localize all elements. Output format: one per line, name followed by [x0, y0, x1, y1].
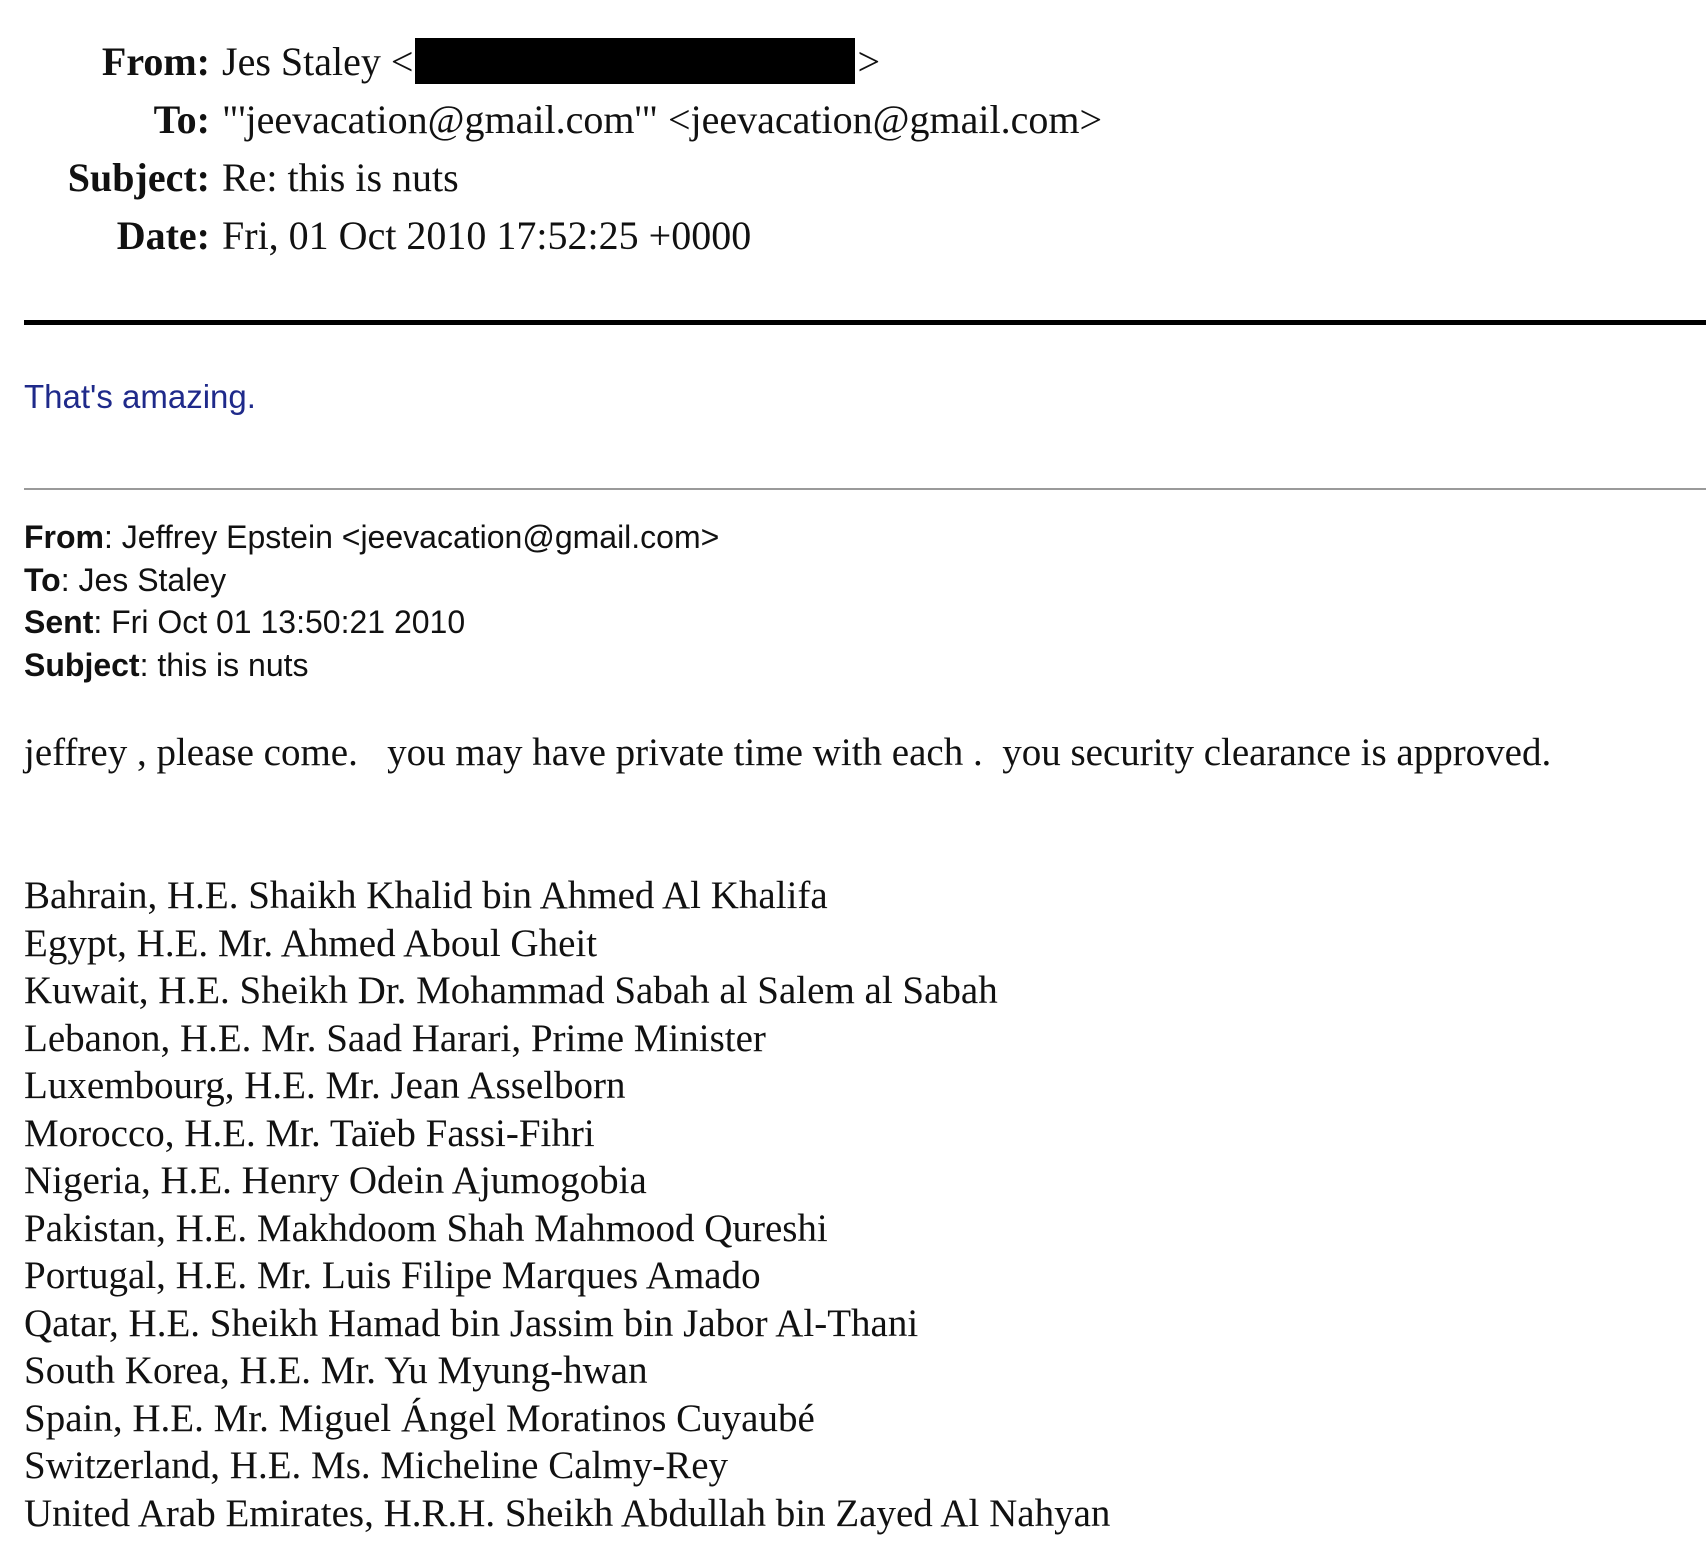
header-divider [24, 320, 1706, 325]
list-item: Luxembourg, H.E. Mr. Jean Asselborn [24, 1064, 626, 1107]
header-to-row [0, 90, 1706, 148]
list-item: Switzerland, H.E. Ms. Micheline Calmy-Rey [24, 1444, 729, 1487]
header-to-value: "'jeevacation@gmail.com'" <jeevacation@gmail.com> [222, 96, 1102, 142]
list-item: Qatar, H.E. Sheikh Hamad bin Jassim bin Jabor Al-Thani [24, 1301, 919, 1345]
list-item: Portugal, H.E. Mr. Luis Filipe Marques Amado [24, 1254, 761, 1297]
header-from-value [222, 38, 880, 85]
header-subject-label: Subject: [67, 154, 210, 200]
original-sent-value: : Fri Oct 01 13:50:21 2010 [93, 604, 466, 640]
reply-body: That's amazing. [24, 378, 256, 415]
header-from-row [0, 32, 1706, 90]
reply-header [0, 32, 1706, 264]
header-to-label: To: [153, 96, 210, 142]
header-subject-row [0, 148, 1706, 206]
list-item: Nigeria, H.E. Henry Odein Ajumogobia [24, 1159, 647, 1202]
original-to-value: : Jes Staley [60, 561, 227, 598]
list-item: Bahrain, H.E. Shaikh Khalid bin Ahmed Al Khalifa [24, 874, 828, 917]
original-to-row [24, 559, 719, 602]
list-item: South Korea, H.E. Mr. Yu Myung-hwan [24, 1349, 648, 1392]
header-date-row [0, 206, 1706, 264]
list-item: Spain, H.E. Mr. Miguel Ángel Moratinos Cuyaubé [24, 1396, 815, 1440]
header-date-value: Fri, 01 Oct 2010 17:52:25 +0000 [222, 212, 752, 258]
original-message-header [24, 516, 719, 686]
list-item: Morocco, H.E. Mr. Taïeb Fassi-Fihri [24, 1111, 595, 1155]
original-message-body: jeffrey , please come. you may have private time with each . you security clearance is approved. [24, 731, 1552, 774]
original-from-label: From [24, 519, 104, 555]
redaction-bar [415, 38, 855, 84]
quoted-message-divider [24, 488, 1706, 490]
ministers-list [24, 872, 1110, 1537]
original-subject-row [24, 644, 719, 687]
original-sent-row [24, 601, 719, 644]
list-item: Pakistan, H.E. Makhdoom Shah Mahmood Qureshi [24, 1206, 828, 1250]
original-to-label: To [24, 561, 61, 598]
header-date-label: Date: [116, 212, 210, 258]
list-item: Lebanon, H.E. Mr. Saad Harari, Prime Minister [24, 1016, 766, 1060]
list-item: Egypt, H.E. Mr. Ahmed Aboul Gheit [24, 921, 598, 965]
original-from-row [24, 516, 719, 559]
header-subject-value: Re: this is nuts [222, 154, 459, 200]
original-subject-value: : this is nuts [139, 646, 309, 683]
header-from-label: From: [101, 38, 210, 84]
list-item: United Arab Emirates, H.R.H. Sheikh Abdullah bin Zayed Al Nahyan [24, 1491, 1111, 1535]
header-from-name: Jes Staley < [222, 38, 414, 84]
original-from-value: : Jeffrey Epstein <jeevacation@gmail.com> [104, 519, 720, 555]
original-subject-label: Subject [24, 646, 140, 683]
original-sent-label: Sent [24, 604, 94, 640]
list-item: Kuwait, H.E. Sheikh Dr. Mohammad Sabah al Salem al Sabah [24, 969, 998, 1012]
header-from-close: > [857, 38, 880, 84]
